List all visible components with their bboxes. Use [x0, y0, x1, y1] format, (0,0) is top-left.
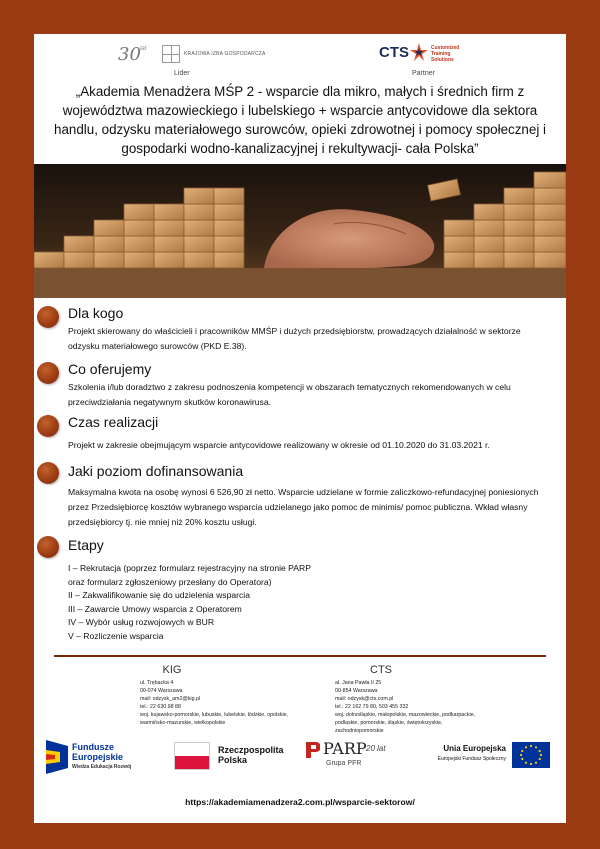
section-title: Dla kogo: [68, 305, 124, 321]
cts-logo: [379, 42, 509, 80]
list-item: oraz formularz zgłoszeniowy przesłany do Operatora): [68, 576, 272, 587]
contact-line: 00-074 Warszawa: [140, 688, 183, 694]
partner-label: Partner: [412, 70, 435, 77]
project-url-link[interactable]: https://akademiamenadzera2.com.pl/wsparcie-sektorow/: [185, 797, 415, 807]
parp-subtitle: Grupa PFR: [326, 760, 362, 767]
contact-details: [335, 679, 535, 735]
cts-tagline: Customized Training Solutions: [431, 45, 460, 63]
cts-star-icon: [409, 42, 429, 62]
contact-cts: [335, 664, 535, 735]
kig-logo: [118, 42, 308, 80]
kig-30-years-lat: lat: [140, 46, 147, 52]
fe-name-line2: Europejskie: [72, 752, 124, 762]
section-bullet-icon: [37, 536, 59, 558]
parp-logo: [304, 738, 414, 778]
kig-name-text: KRAJOWA IZBA GOSPODARCZA: [184, 51, 266, 57]
flyer-page: [34, 34, 566, 823]
fundusze-europejskie-logo: [46, 738, 166, 778]
rp-line2: Polska: [218, 755, 248, 765]
section-title: Co oferujemy: [68, 361, 152, 377]
list-item: I – Rekrutacja (poprzez formularz rejestracyjny na stronie PARP: [68, 563, 311, 573]
parp-mark-icon: [304, 742, 320, 758]
ue-line2: Europejski Fundusz Społeczny: [437, 756, 506, 762]
list-item: II – Zakwalifikowanie się do udzielenia wsparcia: [68, 590, 250, 600]
fe-program: Wiedza Edukacja Rozwój: [72, 764, 132, 770]
fe-name-line1: Fundusze: [72, 742, 114, 752]
section-bullet-icon: [37, 306, 59, 328]
list-item: V – Rozliczenie wsparcia: [68, 630, 164, 641]
contact-details: [140, 679, 340, 727]
kig-emblem-icon: [162, 45, 180, 63]
section-title: Etapy: [68, 537, 104, 553]
project-title: „Akademia Menadżera MŚP 2 - wsparcie dla mikro, małych i średnich firm z województwa mazowieckiego i lubelskiego + wsparcie antycovidowe dla sektora handlu, odzysku materiałowego surowców, opieki zdrowotnej i pomocy społecznej i gospodarki wodno-kanalizacyjnej i rekultywacji- cała Polska”: [54, 84, 546, 156]
rp-line1: Rzeczpospolita: [218, 745, 284, 755]
contact-line: zachodniopomorskie: [335, 728, 384, 734]
section-bullet-icon: [37, 362, 59, 384]
wooden-blocks-image: [34, 164, 566, 298]
list-item: IV – Wybór usług rozwojowych w BUR: [68, 617, 215, 627]
rzeczpospolita-polska-logo: [174, 740, 304, 776]
kig-30-years-mark: 30: [118, 44, 141, 65]
contact-line: ul. Trębacka 4: [140, 680, 174, 686]
contact-line: mail: odzysk@cts.com.pl: [335, 696, 394, 702]
section-title: Jaki poziom dofinansowania: [68, 463, 244, 479]
hero-photo-wooden-blocks: [34, 164, 566, 298]
contact-kig: [140, 664, 340, 727]
unia-europejska-logo: [432, 742, 566, 776]
section-body: Projekt skierowany do właścicieli i pracowników MMŚP i dużych przedsiębiorstw, prowadzących działalność w sektorze odzysku materiałowego surowców (PKD E.38).: [68, 326, 521, 351]
contact-line: 00-854 Warszawa: [335, 688, 378, 694]
contact-line: al. Jana Pawła II 25: [335, 680, 382, 686]
contact-line: woj. dolnośląskie, małopolskie, mazowieckie, podkarpackie,: [335, 712, 476, 718]
section-bullet-icon: [37, 415, 59, 437]
etapy-list: [68, 562, 546, 643]
parp-wordmark: PARP: [323, 739, 367, 758]
section-body: Szkolenia i/lub doradztwo z zakresu podnoszenia kompetencji w obszarach tematycznych rekomendowanych w celu przeciwdziałania negatywnym skutków koronawirusa.: [68, 382, 511, 407]
polish-flag-icon: [174, 742, 210, 770]
section-body: Maksymalna kwota na osobę wynosi 6 526,90 zł netto. Wsparcie udzielane w formie zaliczkowo-refundacyjnej poniesionych przez Przedsiębiorcę kosztów wybranego wsparcia udzielanego jako pomoc de minimis/ pomoc publiczna. Wkład własny przedsiębiorcy tj. nie mniej niż 20% kosztu usługi.: [68, 487, 539, 527]
cts-wordmark: CTS: [379, 44, 409, 61]
eu-flag-icon: [512, 742, 550, 768]
ue-line1: Unia Europejska: [443, 744, 506, 753]
divider: [54, 655, 546, 657]
contact-line: mail: odzysk_am2@kig.pl: [140, 696, 201, 702]
list-item: III – Zawarcie Umowy wsparcia z Operatorem: [68, 603, 242, 614]
header-logos: [34, 34, 566, 80]
fe-flag-icon: [46, 740, 68, 774]
contact-name: KIG: [162, 664, 182, 676]
parp-20-lat-badge: 20 lat: [366, 744, 386, 753]
contact-line: tel.: 22 162 79 80, 503 455 332: [335, 704, 409, 710]
contact-line: woj. kujawsko-pomorskie, lubuskie, lubelskie, łódzkie, opolskie,: [140, 712, 289, 718]
section-bullet-icon: [37, 462, 59, 484]
contact-name: CTS: [370, 664, 392, 676]
contact-line: warmińsko-mazurskie, wielkopolskie: [140, 720, 226, 726]
lider-label: Lider: [174, 70, 190, 77]
section-body: Projekt w zakresie obejmującym wsparcie antycovidowe realizowany w okresie od 01.10.2020 do 31.03.2021 r.: [68, 440, 490, 450]
contact-line: tel.: 22 630 98 88: [140, 704, 181, 710]
contact-line: podlaskie, pomorskie, śląskie, świętokrzyskie,: [335, 720, 443, 726]
section-title: Czas realizacji: [68, 414, 159, 430]
